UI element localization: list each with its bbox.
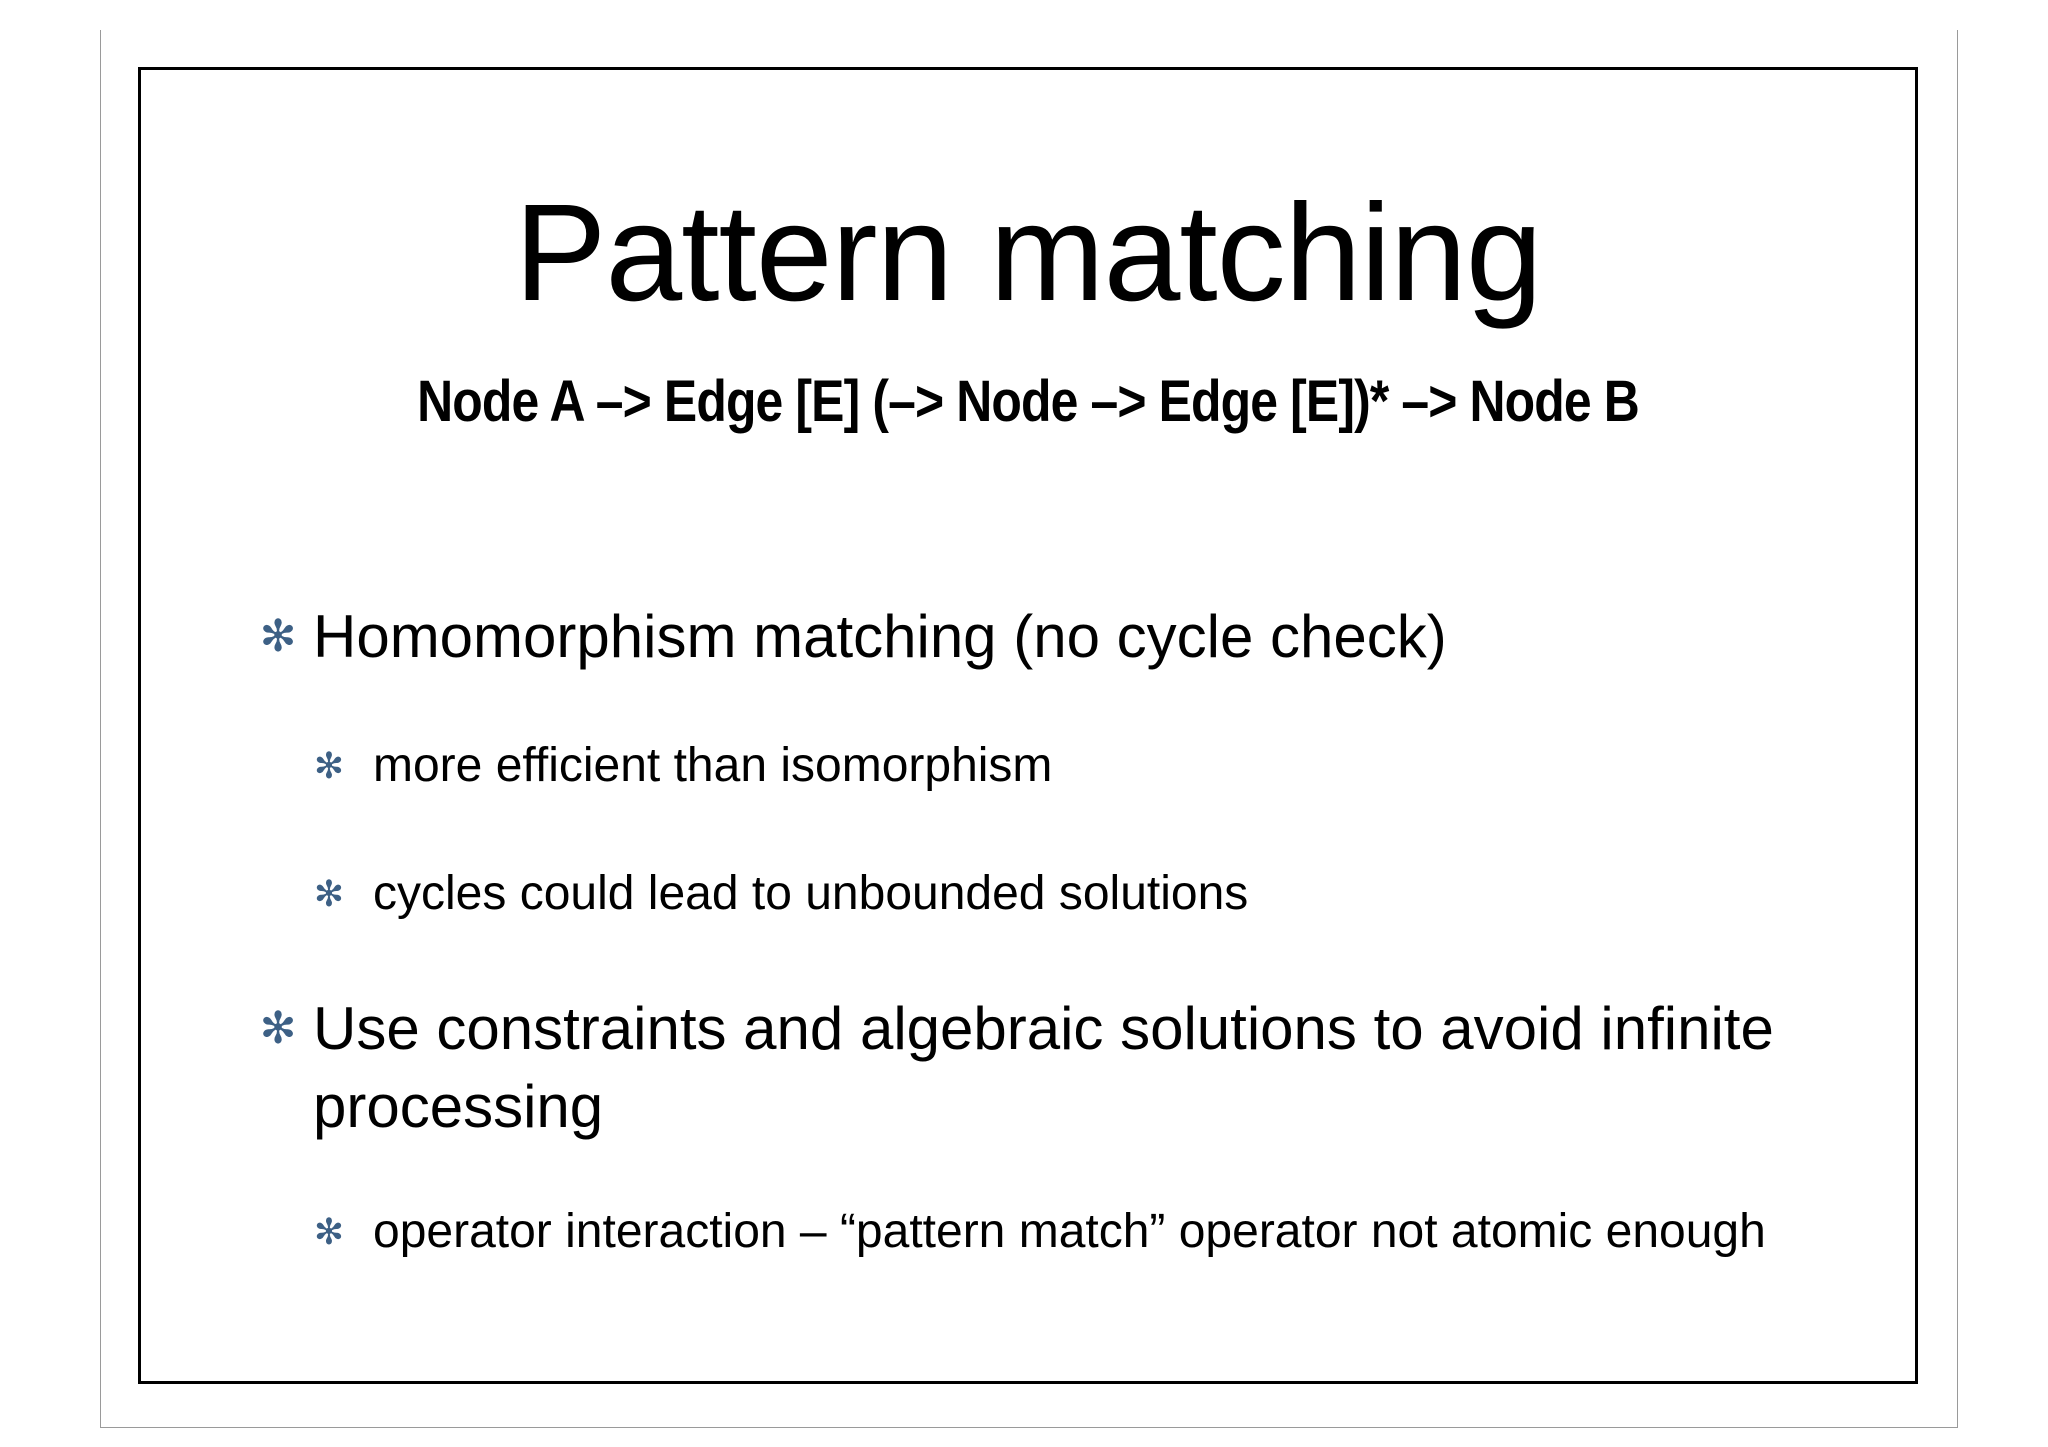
slide-title: Pattern matching bbox=[514, 176, 1542, 330]
bullet-item bbox=[253, 990, 1813, 1146]
bullet-item bbox=[253, 598, 1853, 676]
sub-bullet-item bbox=[309, 732, 1809, 800]
asterisk-bullet-icon: ✻ bbox=[313, 873, 345, 914]
page-border-bottom bbox=[100, 1427, 1958, 1428]
sub-bullet-text: operator interaction – “pattern match” operator not atomic enough bbox=[373, 1205, 1766, 1258]
page-border-left bbox=[100, 30, 101, 1428]
bullet-text: Homomorphism matching (no cycle check) bbox=[313, 603, 1447, 670]
asterisk-bullet-icon: ✻ bbox=[259, 612, 297, 661]
sub-bullet-item bbox=[309, 1198, 1789, 1266]
bullet-text: Use constraints and algebraic solutions to avoid infinite processing bbox=[313, 995, 1774, 1140]
slide-frame bbox=[138, 67, 1918, 1384]
sub-bullet-text: cycles could lead to unbounded solutions bbox=[373, 867, 1249, 920]
page-border-right bbox=[1957, 30, 1958, 1428]
sub-bullet-text: more efficient than isomorphism bbox=[373, 739, 1053, 792]
asterisk-bullet-icon: ✻ bbox=[313, 1211, 345, 1252]
asterisk-bullet-icon: ✻ bbox=[259, 1004, 297, 1053]
pattern-expression: Node A –> Edge [E] (–> Node –> Edge [E])* –> Node B bbox=[417, 369, 1639, 434]
asterisk-bullet-icon: ✻ bbox=[313, 745, 345, 786]
sub-bullet-item bbox=[309, 860, 1809, 928]
